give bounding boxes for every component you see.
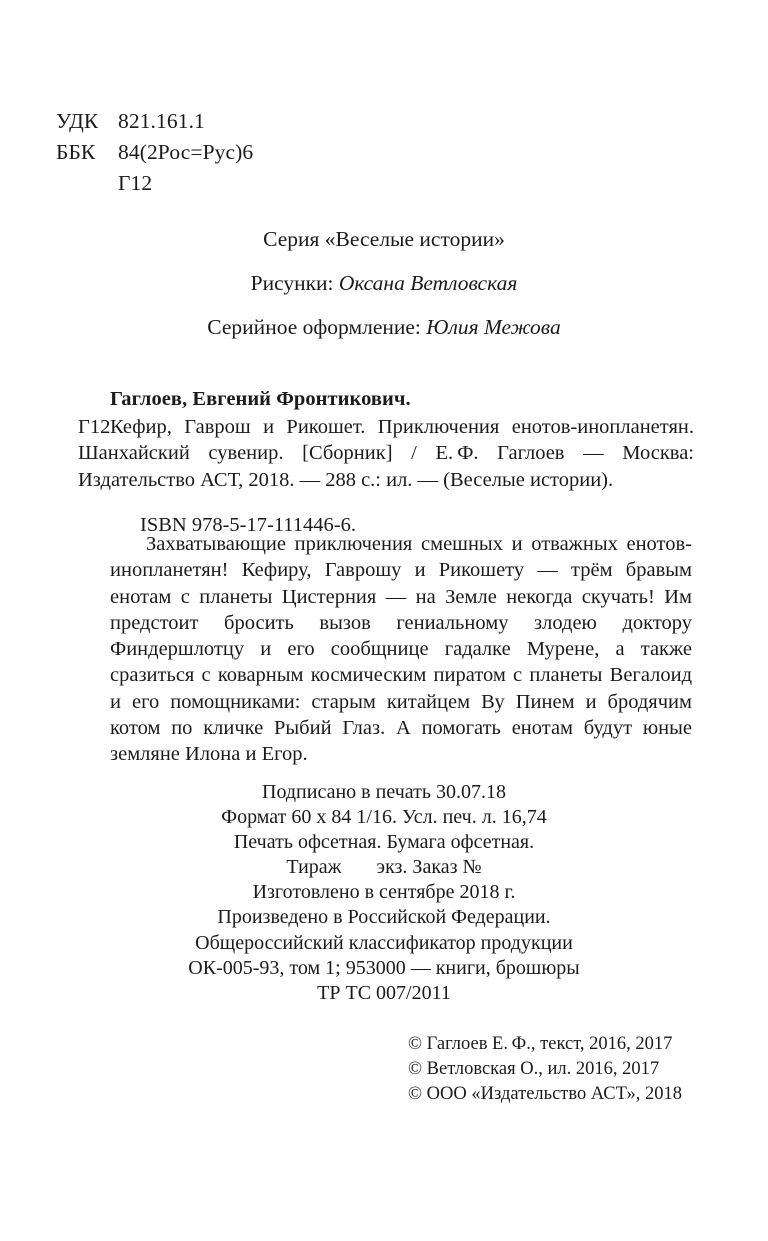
classification-row-bbk — [56, 137, 253, 168]
imprint-line: Изготовлено в сентябре 2018 г. — [252, 881, 516, 904]
imprint-line: Подписано в печать 30.07.18 — [262, 781, 506, 803]
classification-block — [56, 106, 253, 199]
copyright-block — [408, 1032, 694, 1107]
biblio-description-text: Кефир, Гаврош и Рикошет. Приключения енотов-инопланетян. Шанхайский сувенир. [Сборник] / Е. Ф. Гаглоев — Москва: Издательство АСТ, 2018. — 288 с.: ил. — (Веселые истории). — [78, 416, 694, 491]
isbn-line: ISBN 978-5-17-111446-6. — [140, 513, 356, 536]
copyright-line: © Ветловская О., ил. 2016, 2017 — [408, 1059, 660, 1079]
illustrations-label: Рисунки: — [250, 271, 339, 295]
imprint-block — [0, 780, 768, 1006]
imprint-line: Печать офсетная. Бумага офсетная. — [233, 831, 535, 854]
imprint-line: Тираж экз. Заказ № — [286, 856, 482, 879]
series-designer-name: Юлия Межова — [426, 315, 561, 339]
classification-row-shelf — [56, 168, 253, 199]
classification-row-udk — [56, 106, 253, 137]
copyright-line: © Гаглоев Е. Ф., текст, 2016, 2017 — [408, 1034, 673, 1054]
bibliographic-record — [78, 386, 694, 538]
imprint-line: Произведено в Российской Федерации. — [217, 906, 551, 929]
copyright-line: © ООО «Издательство АСТ», 2018 — [408, 1084, 682, 1104]
biblio-description — [78, 414, 694, 493]
bbk-value: 84(2Рос=Рус)6 — [118, 140, 254, 164]
series-design-label: Серийное оформление: — [207, 315, 427, 339]
annotation-text: Захватывающие приключения смешных и отважных енотов-инопланетян! Кефиру, Гаврошу и Рикошету — трём бравым енотам с планеты Цистерния — на Земле некогда скучать! Им предстоит бросить вызов гениальному злодею доктору Финдершлотцу и его сообщнице гадалке Мурене, а также сразиться с коварным космическим пиратом с планеты Вегалоид и его помощниками: старым китайцем Ву Пинем и бродячим котом по кличке Рыбий Глаз. А помогать енотам будут юные земляне Илона и Егор. — [110, 533, 692, 766]
illustrations-line — [0, 272, 768, 294]
udk-label: УДК — [56, 109, 99, 133]
udk-value: 821.161.1 — [118, 109, 205, 133]
shelf-code-value: Г12 — [118, 171, 153, 195]
series-line: Серия «Веселые истории» — [263, 227, 505, 251]
biblio-shelf-code: Г12 — [78, 416, 111, 439]
credits-block — [0, 228, 768, 338]
imprint-line: Формат 60 x 84 1/16. Усл. печ. л. 16,74 — [221, 806, 547, 829]
series-design-line — [0, 316, 768, 338]
imprint-line: Общероссийский классификатор продукции — [195, 931, 573, 954]
imprint-line: ТР ТС 007/2011 — [317, 981, 451, 1004]
biblio-author: Гаглоев, Евгений Фронтикович. — [110, 388, 411, 410]
bbk-label: ББК — [56, 140, 96, 164]
illustrator-name: Оксана Ветловская — [338, 271, 518, 295]
imprint-line: ОК-005-93, том 1; 953000 — книги, брошюры — [188, 956, 580, 979]
